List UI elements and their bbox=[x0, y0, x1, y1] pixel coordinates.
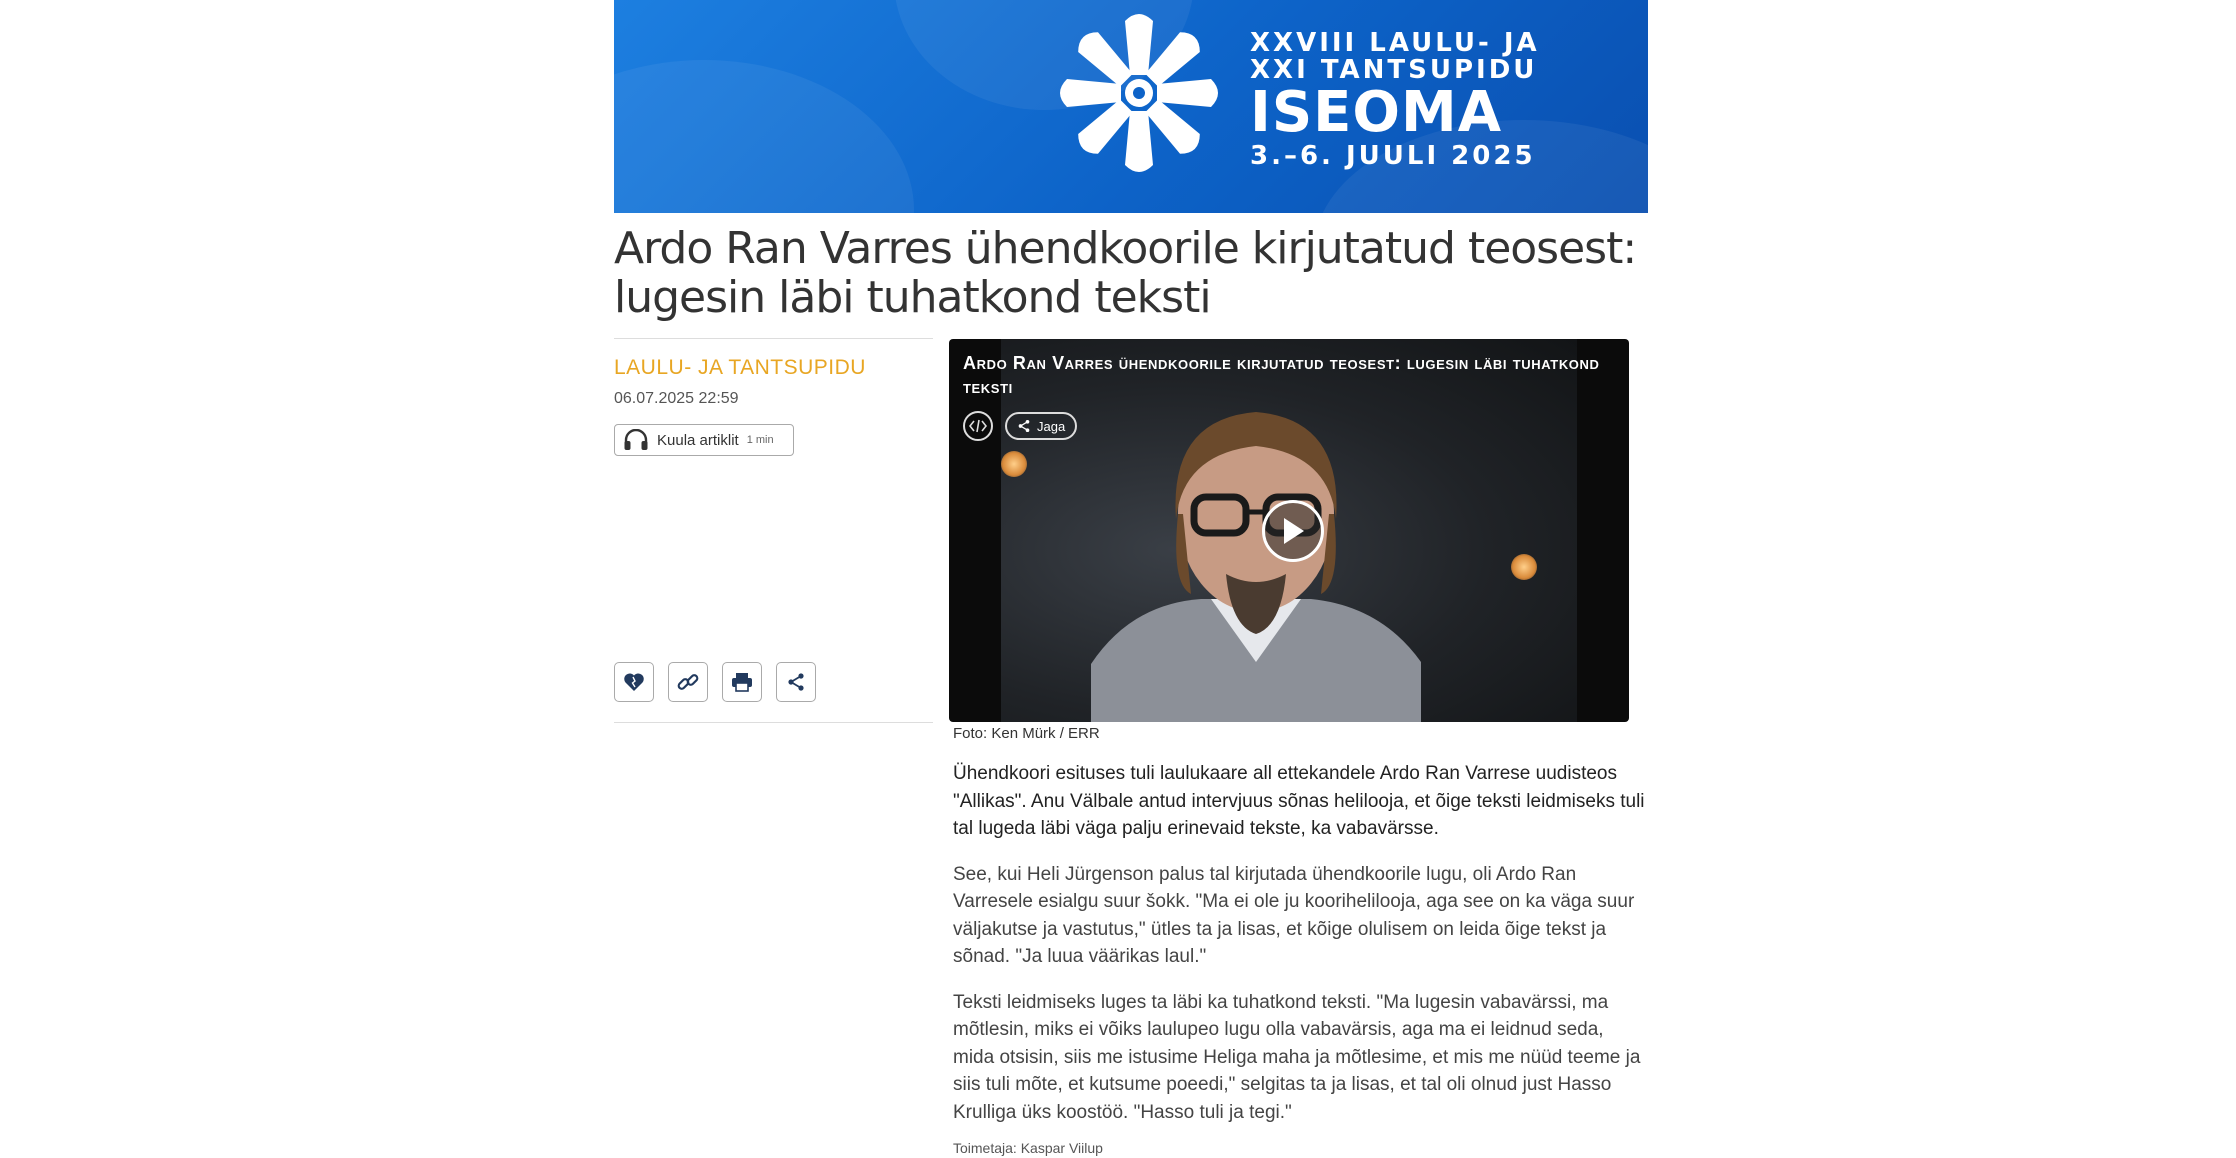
page-title: Ardo Ran Varres ühendkoorile kirjutatud teosest: lugesin läbi tuhatkond teksti bbox=[614, 223, 1637, 323]
share-label: Jaga bbox=[1037, 418, 1066, 434]
bokeh-light bbox=[1511, 554, 1537, 580]
video-player[interactable] bbox=[949, 339, 1629, 722]
banner-wave-decoration bbox=[614, 60, 914, 213]
listen-duration: 1 min bbox=[746, 434, 774, 446]
body-paragraph: Teksti leidmiseks luges ta läbi ka tuhatkond teksti. "Ma lugesin vabavärssi, ma mõtlesin, miks ei võiks laulupeo lugu olla vabavärsis, aga ma ei leidnud seda, mida otsisin, siis me istusime Heliga maha ja mõtlesime, et mis me nüüd teeme ja siis tuli mõte, et kutsume poeedi," selgitas ta ja lisas, et tal oli olnud just Hasso Krulliga üks koostöö. "Hasso tuli ja tegi." bbox=[953, 991, 1641, 1123]
copy-link-button[interactable] bbox=[668, 662, 708, 702]
festival-flower-logo-icon bbox=[1054, 8, 1224, 178]
editor-credit: Toimetaja: Kaspar Viilup bbox=[953, 1140, 1103, 1156]
article-tools bbox=[614, 662, 816, 702]
share-icon bbox=[786, 672, 806, 692]
banner-dates: 3.–6. JUULI 2025 bbox=[1250, 141, 1536, 171]
listen-label: Kuula artiklit bbox=[657, 431, 739, 449]
play-icon bbox=[1280, 516, 1306, 546]
bokeh-light bbox=[1001, 451, 1027, 477]
video-share-button[interactable] bbox=[1005, 412, 1077, 440]
divider bbox=[614, 338, 933, 339]
printer-icon bbox=[731, 672, 753, 692]
print-button[interactable] bbox=[722, 662, 762, 702]
category-link[interactable]: LAULU- JA TANTSUPIDU bbox=[614, 356, 866, 379]
lead-paragraph: Ühendkoori esituses tuli laulukaare all ettekandele Ardo Ran Varrese uudisteos "Allikas". Anu Välbale antud intervjuus sõnas helilooja, et õige teksti leidmiseks tuli tal lugeda läbi väga palju erinevaid tekste, ka vabavärsse. bbox=[953, 763, 1645, 839]
heart-icon bbox=[623, 672, 645, 692]
banner-line-2: XXI TANTSUPIDU bbox=[1250, 55, 1538, 85]
heart-button[interactable] bbox=[614, 662, 654, 702]
publish-date: 06.07.2025 22:59 bbox=[614, 390, 739, 407]
festival-banner[interactable] bbox=[614, 0, 1648, 213]
code-embed-icon bbox=[969, 419, 987, 433]
share-button[interactable] bbox=[776, 662, 816, 702]
listen-article-button[interactable] bbox=[614, 424, 794, 456]
person-portrait bbox=[1091, 394, 1421, 722]
banner-line-1: XXVIII LAULU- JA bbox=[1250, 28, 1540, 58]
article-body bbox=[953, 760, 1645, 1144]
video-controls bbox=[963, 411, 1077, 441]
video-title: Ardo Ran Varres ühendkoorile kirjutatud teosest: lugesin läbi tuhatkond teksti bbox=[963, 353, 1600, 397]
banner-festival-name: ISEOMA bbox=[1250, 80, 1503, 145]
play-button[interactable] bbox=[1262, 500, 1324, 562]
divider bbox=[614, 722, 933, 723]
headphones-icon bbox=[623, 429, 649, 451]
photo-caption: Foto: Ken Mürk / ERR bbox=[953, 725, 1100, 742]
body-paragraph: See, kui Heli Jürgenson palus tal kirjutada ühendkoorile lugu, oli Ardo Ran Varresele esialgu suur šokk. "Ma ei ole ju koorihelilooja, aga see on ka väga suur väljakutse ja vastutus," ütles ta ja lisas, et kõige olulisem on leida õige tekst ja sõnad. "Ja luua väärikas laul." bbox=[953, 863, 1635, 967]
link-icon bbox=[676, 670, 700, 694]
embed-button[interactable] bbox=[963, 411, 993, 441]
share-icon bbox=[1017, 419, 1031, 433]
banner-text bbox=[1250, 30, 1540, 170]
